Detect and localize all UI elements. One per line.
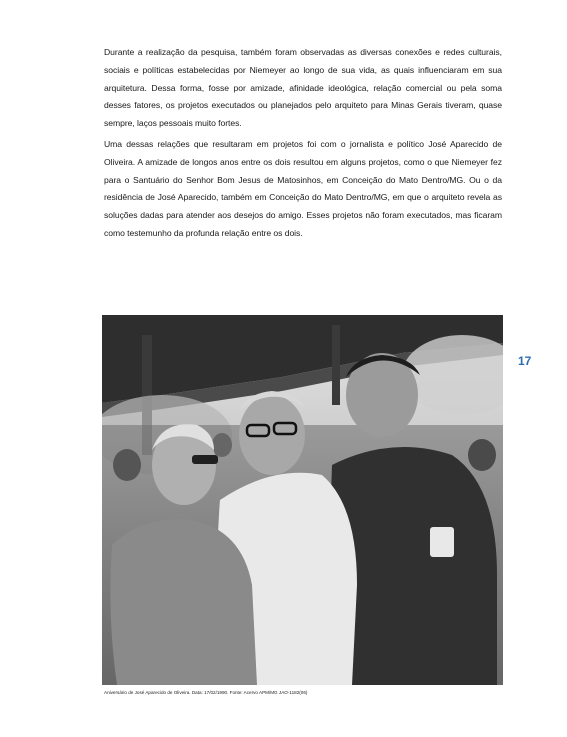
photograph bbox=[102, 315, 503, 685]
photo-caption: Aniversário de José Aparecido de Oliveira. Data: 17/02/1990. Fonte: Acervo APM/MG JAO-1182(06) bbox=[104, 690, 308, 695]
body-paragraph-1: Durante a realização da pesquisa, também foram observadas as diversas conexões e redes culturais, sociais e políticas estabelecidas por Niemeyer ao longo de sua vida, as quais influenciaram em sua arquitetura. Dessa forma, fosse por amizade, afinidade ideológica, relação comercial ou pela soma desses fatores, os projetos executados ou planejados pelo arquiteto para Minas Gerais tiveram, quase sempre, laços pessoais muito fortes. bbox=[104, 47, 502, 129]
photo-illustration bbox=[102, 315, 503, 685]
page-number: 17 bbox=[518, 354, 532, 368]
body-paragraph-2: Uma dessas relações que resultaram em projetos foi com o jornalista e político José Aparecido de Oliveira. A amizade de longos anos entre os dois resultou em alguns projetos, como o que Niemeyer fez para o Santuário do Senhor Bom Jesus de Matosinhos, em Conceição do Mato Dentro/MG. Ou o da residência de José Aparecido, também em Conceição do Mato Dentro/MG, em que o arquiteto revela as soluções dadas para atender aos desejos do amigo. Esses projetos não foram executados, mas ficaram como testemunho da profunda relação entre os dois. bbox=[104, 139, 502, 238]
